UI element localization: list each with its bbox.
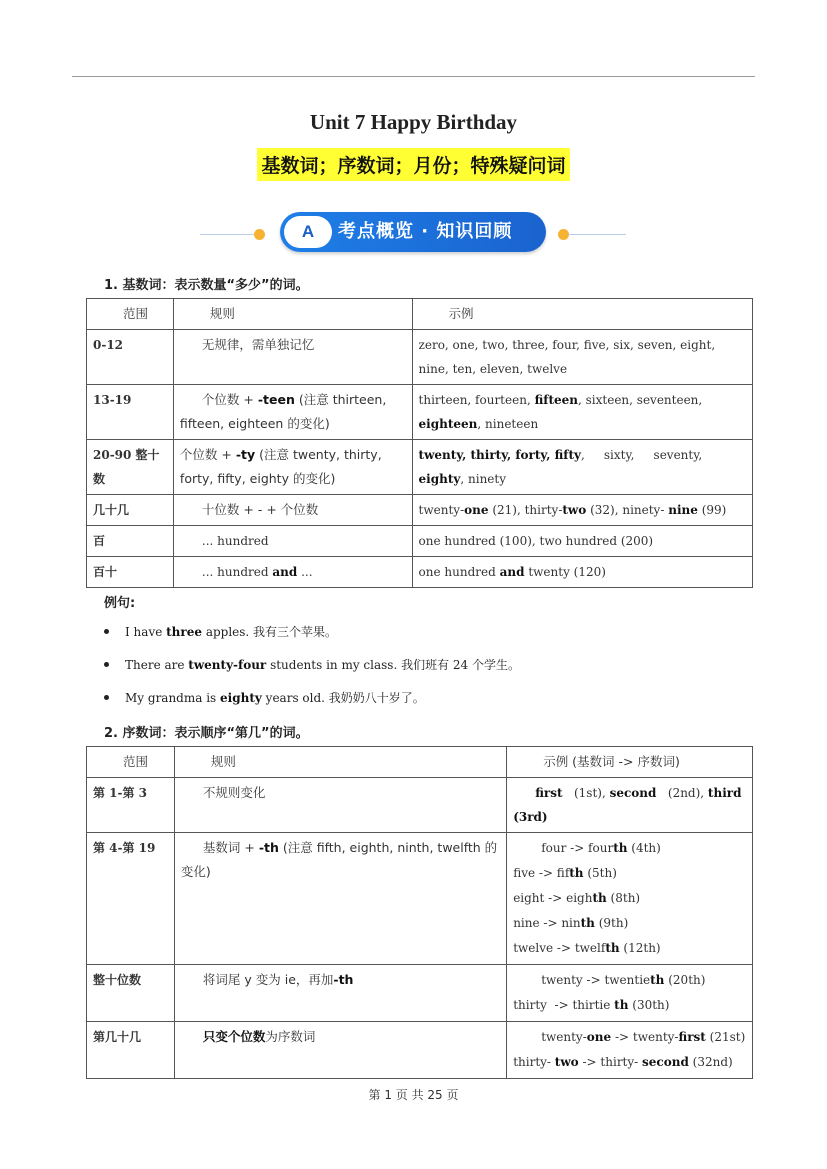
range-cell: 第几十几	[87, 1022, 175, 1079]
table-row	[87, 385, 753, 440]
ordinal-line: twenty -> twentieth (20th)	[541, 973, 706, 987]
ordinal-table	[86, 746, 753, 1079]
example-cell	[507, 833, 753, 965]
list-item: My grandma is eighty years old. 我奶奶八十岁了。	[104, 688, 520, 721]
table-row	[87, 1022, 753, 1079]
section1-heading: 1. 基数词：表示数量“多少”的词。	[104, 278, 309, 293]
header-rule	[72, 76, 755, 77]
ordinal-line: eight -> eighth (8th)	[513, 891, 641, 905]
range-cell: 20-90 整十数	[87, 440, 174, 495]
header-range: 范围	[87, 299, 174, 330]
page-number: 第 1 页 共 25 页	[368, 1088, 459, 1102]
table-header-row	[87, 299, 753, 330]
page-title: Unit 7 Happy Birthday	[309, 110, 518, 134]
rule-cell: 只变个位数为序数词	[174, 1022, 506, 1079]
subtitle-wrap	[0, 148, 827, 181]
rule-cell: 基数词 + -th (注意 fifth, eighth, ninth, twelfth 的变化)	[174, 833, 506, 965]
rule-cell: 个位数 + -ty (注意 twenty, thirty, forty, fifty, eighty 的变化)	[173, 440, 412, 495]
example-cell: first (1st), second (2nd), third (3rd)	[507, 778, 753, 833]
example-cell: twenty-one (21), thirty-two (32), ninety- nine (99)	[412, 495, 752, 526]
list-item: I have three apples. 我有三个苹果。	[104, 622, 520, 655]
header-range: 范围	[87, 747, 175, 778]
example-cell	[507, 965, 753, 1022]
example-cell: one hundred and twenty (120)	[412, 557, 752, 588]
header-rule: 规则	[173, 299, 412, 330]
range-cell: 整十位数	[87, 965, 175, 1022]
banner-dot-left	[254, 229, 265, 240]
range-cell: 第 1-第 3	[87, 778, 175, 833]
range-cell: 第 4-第 19	[87, 833, 175, 965]
range-cell: 0-12	[87, 330, 174, 385]
rule-cell: 个位数 + -teen (注意 thirteen, fifteen, eighteen 的变化)	[173, 385, 412, 440]
table-row	[87, 526, 753, 557]
rule-cell: 不规则变化	[174, 778, 506, 833]
rule-cell: 十位数 + - + 个位数	[173, 495, 412, 526]
page-subtitle: 基数词；序数词；月份；特殊疑问词	[257, 148, 569, 181]
examples-label: 例句:	[104, 596, 136, 611]
table-row	[87, 440, 753, 495]
rule-cell: 无规律，需单独记忆	[173, 330, 412, 385]
table-row	[87, 833, 753, 965]
ordinal-line: five -> fifth (5th)	[513, 866, 617, 880]
rule-cell: ... hundred	[173, 526, 412, 557]
ordinal-line: twelve -> twelfth (12th)	[513, 941, 661, 955]
ordinal-line: four -> fourth (4th)	[541, 841, 661, 855]
example-cell: zero, one, two, three, four, five, six, seven, eight, nine, ten, eleven, twelve	[412, 330, 752, 385]
table-row	[87, 495, 753, 526]
ordinal-line: nine -> ninth (9th)	[513, 916, 629, 930]
banner-badge: A	[284, 216, 332, 248]
rule-cell: 将词尾 y 变为 ie，再加-th	[174, 965, 506, 1022]
table-row	[87, 330, 753, 385]
banner-line-left	[200, 234, 258, 235]
table-row	[87, 557, 753, 588]
ordinal-line: thirty -> thirtie th (30th)	[513, 998, 670, 1012]
example-cell: twenty, thirty, forty, fifty, sixty, seventy, eighty, ninety	[412, 440, 752, 495]
banner-line-right	[568, 234, 626, 235]
example-sentences	[104, 622, 520, 721]
example-cell: thirteen, fourteen, fifteen, sixteen, seventeen, eighteen, nineteen	[412, 385, 752, 440]
cardinal-table	[86, 298, 753, 588]
example-cell	[507, 1022, 753, 1079]
range-cell: 几十几	[87, 495, 174, 526]
range-cell: 百	[87, 526, 174, 557]
header-example: 示例	[412, 299, 752, 330]
banner-pill	[280, 212, 546, 252]
range-cell: 百十	[87, 557, 174, 588]
banner-text: 考点概览 · 知识回顾	[338, 221, 513, 242]
ordinal-line: thirty- two -> thirty- second (32nd)	[513, 1055, 733, 1069]
range-cell: 13-19	[87, 385, 174, 440]
table-row	[87, 778, 753, 833]
header-rule: 规则	[174, 747, 506, 778]
list-item: There are twenty-four students in my class. 我们班有 24 个学生。	[104, 655, 520, 688]
table-row	[87, 965, 753, 1022]
section-banner	[200, 212, 630, 252]
example-cell: one hundred (100), two hundred (200)	[412, 526, 752, 557]
section2-heading: 2. 序数词：表示顺序“第几”的词。	[104, 726, 309, 741]
table-header-row	[87, 747, 753, 778]
ordinal-line: twenty-one -> twenty-first (21st)	[541, 1030, 746, 1044]
header-example: 示例 (基数词 -> 序数词)	[507, 747, 753, 778]
rule-cell: ... hundred and ...	[173, 557, 412, 588]
